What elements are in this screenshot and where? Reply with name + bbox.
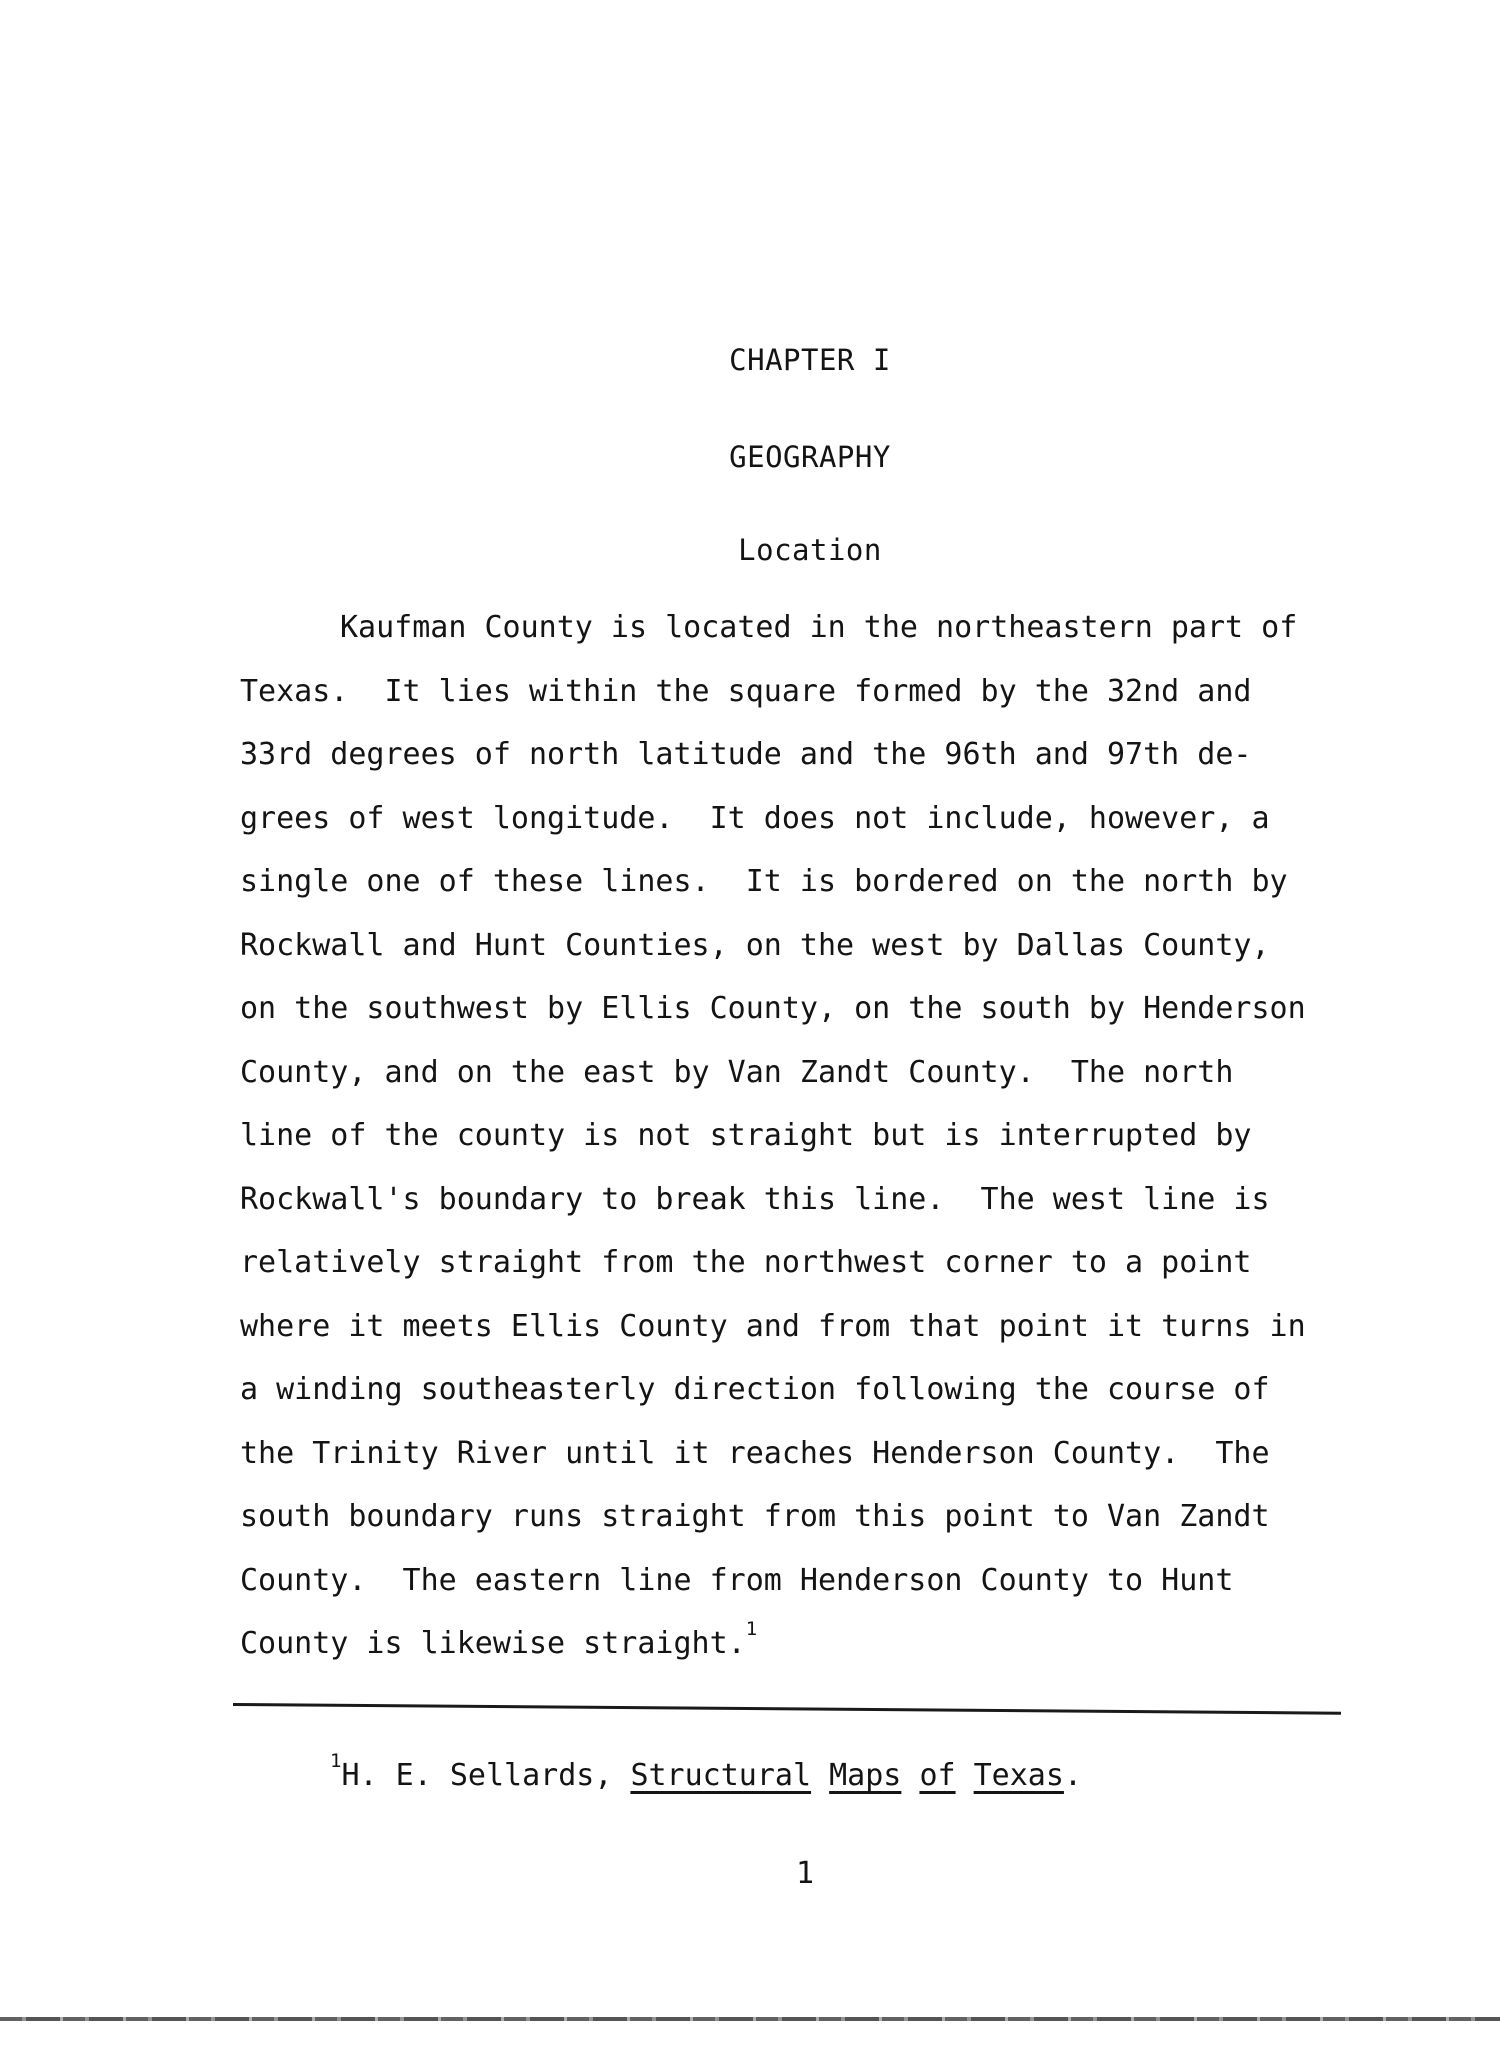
body-line: line of the county is not straight but is interrupted by [240,1118,1252,1153]
footnote-end: . [1063,1758,1082,1793]
subsection-heading: Location [738,533,882,567]
body-line-text: County is likewise straight. [240,1626,746,1661]
body-line: Kaufman County is located in the northeastern part of [340,610,1298,645]
body-line: Rockwall and Hunt Counties, on the west by Dallas County, [240,927,1270,963]
body-line: 33rd degrees of north latitude and the 96th and 97th de- [240,737,1252,772]
body-line: County. The eastern line from Henderson County to Hunt [240,1562,1234,1598]
body-paragraph [240,596,1360,1676]
body-line: a winding southeasterly direction following the course of [240,1372,1270,1407]
footnote-title-word: Structural [630,1758,812,1793]
footnote-title-word: of [919,1758,956,1793]
body-line: single one of these lines. It is bordered on the north by [240,864,1288,899]
footnote-author: H. E. Sellards, [341,1758,631,1793]
scan-edge [0,2017,1500,2021]
section-heading: GEOGRAPHY [729,440,891,474]
footnote-separator [233,1703,1341,1715]
body-line: where it meets Ellis County and from that point it turns in [240,1308,1306,1344]
footnote [330,1750,1082,1793]
footnote-marker: 1 [330,1750,342,1772]
body-line: on the southwest by Ellis County, on the south by Henderson [240,991,1306,1026]
footnote-title-word: Texas [973,1758,1064,1793]
body-line: south boundary runs straight from this point to Van Zandt [240,1499,1270,1534]
chapter-heading: CHAPTER I [729,343,891,377]
body-line [240,1612,1360,1676]
body-line: the Trinity River until it reaches Henderson County. The [240,1435,1270,1471]
body-line: relatively straight from the northwest corner to a point [240,1245,1252,1280]
body-line: Texas. It lies within the square formed by the 32nd and [240,673,1252,709]
body-line: grees of west longitude. It does not include, however, a [240,800,1270,836]
page-number: 1 [795,1856,815,1891]
footnote-reference[interactable]: 1 [745,1618,758,1640]
footnote-title-word: Maps [829,1758,902,1793]
body-line: Rockwall's boundary to break this line. The west line is [240,1181,1270,1217]
body-line: County, and on the east by Van Zandt County. The north [240,1054,1234,1090]
